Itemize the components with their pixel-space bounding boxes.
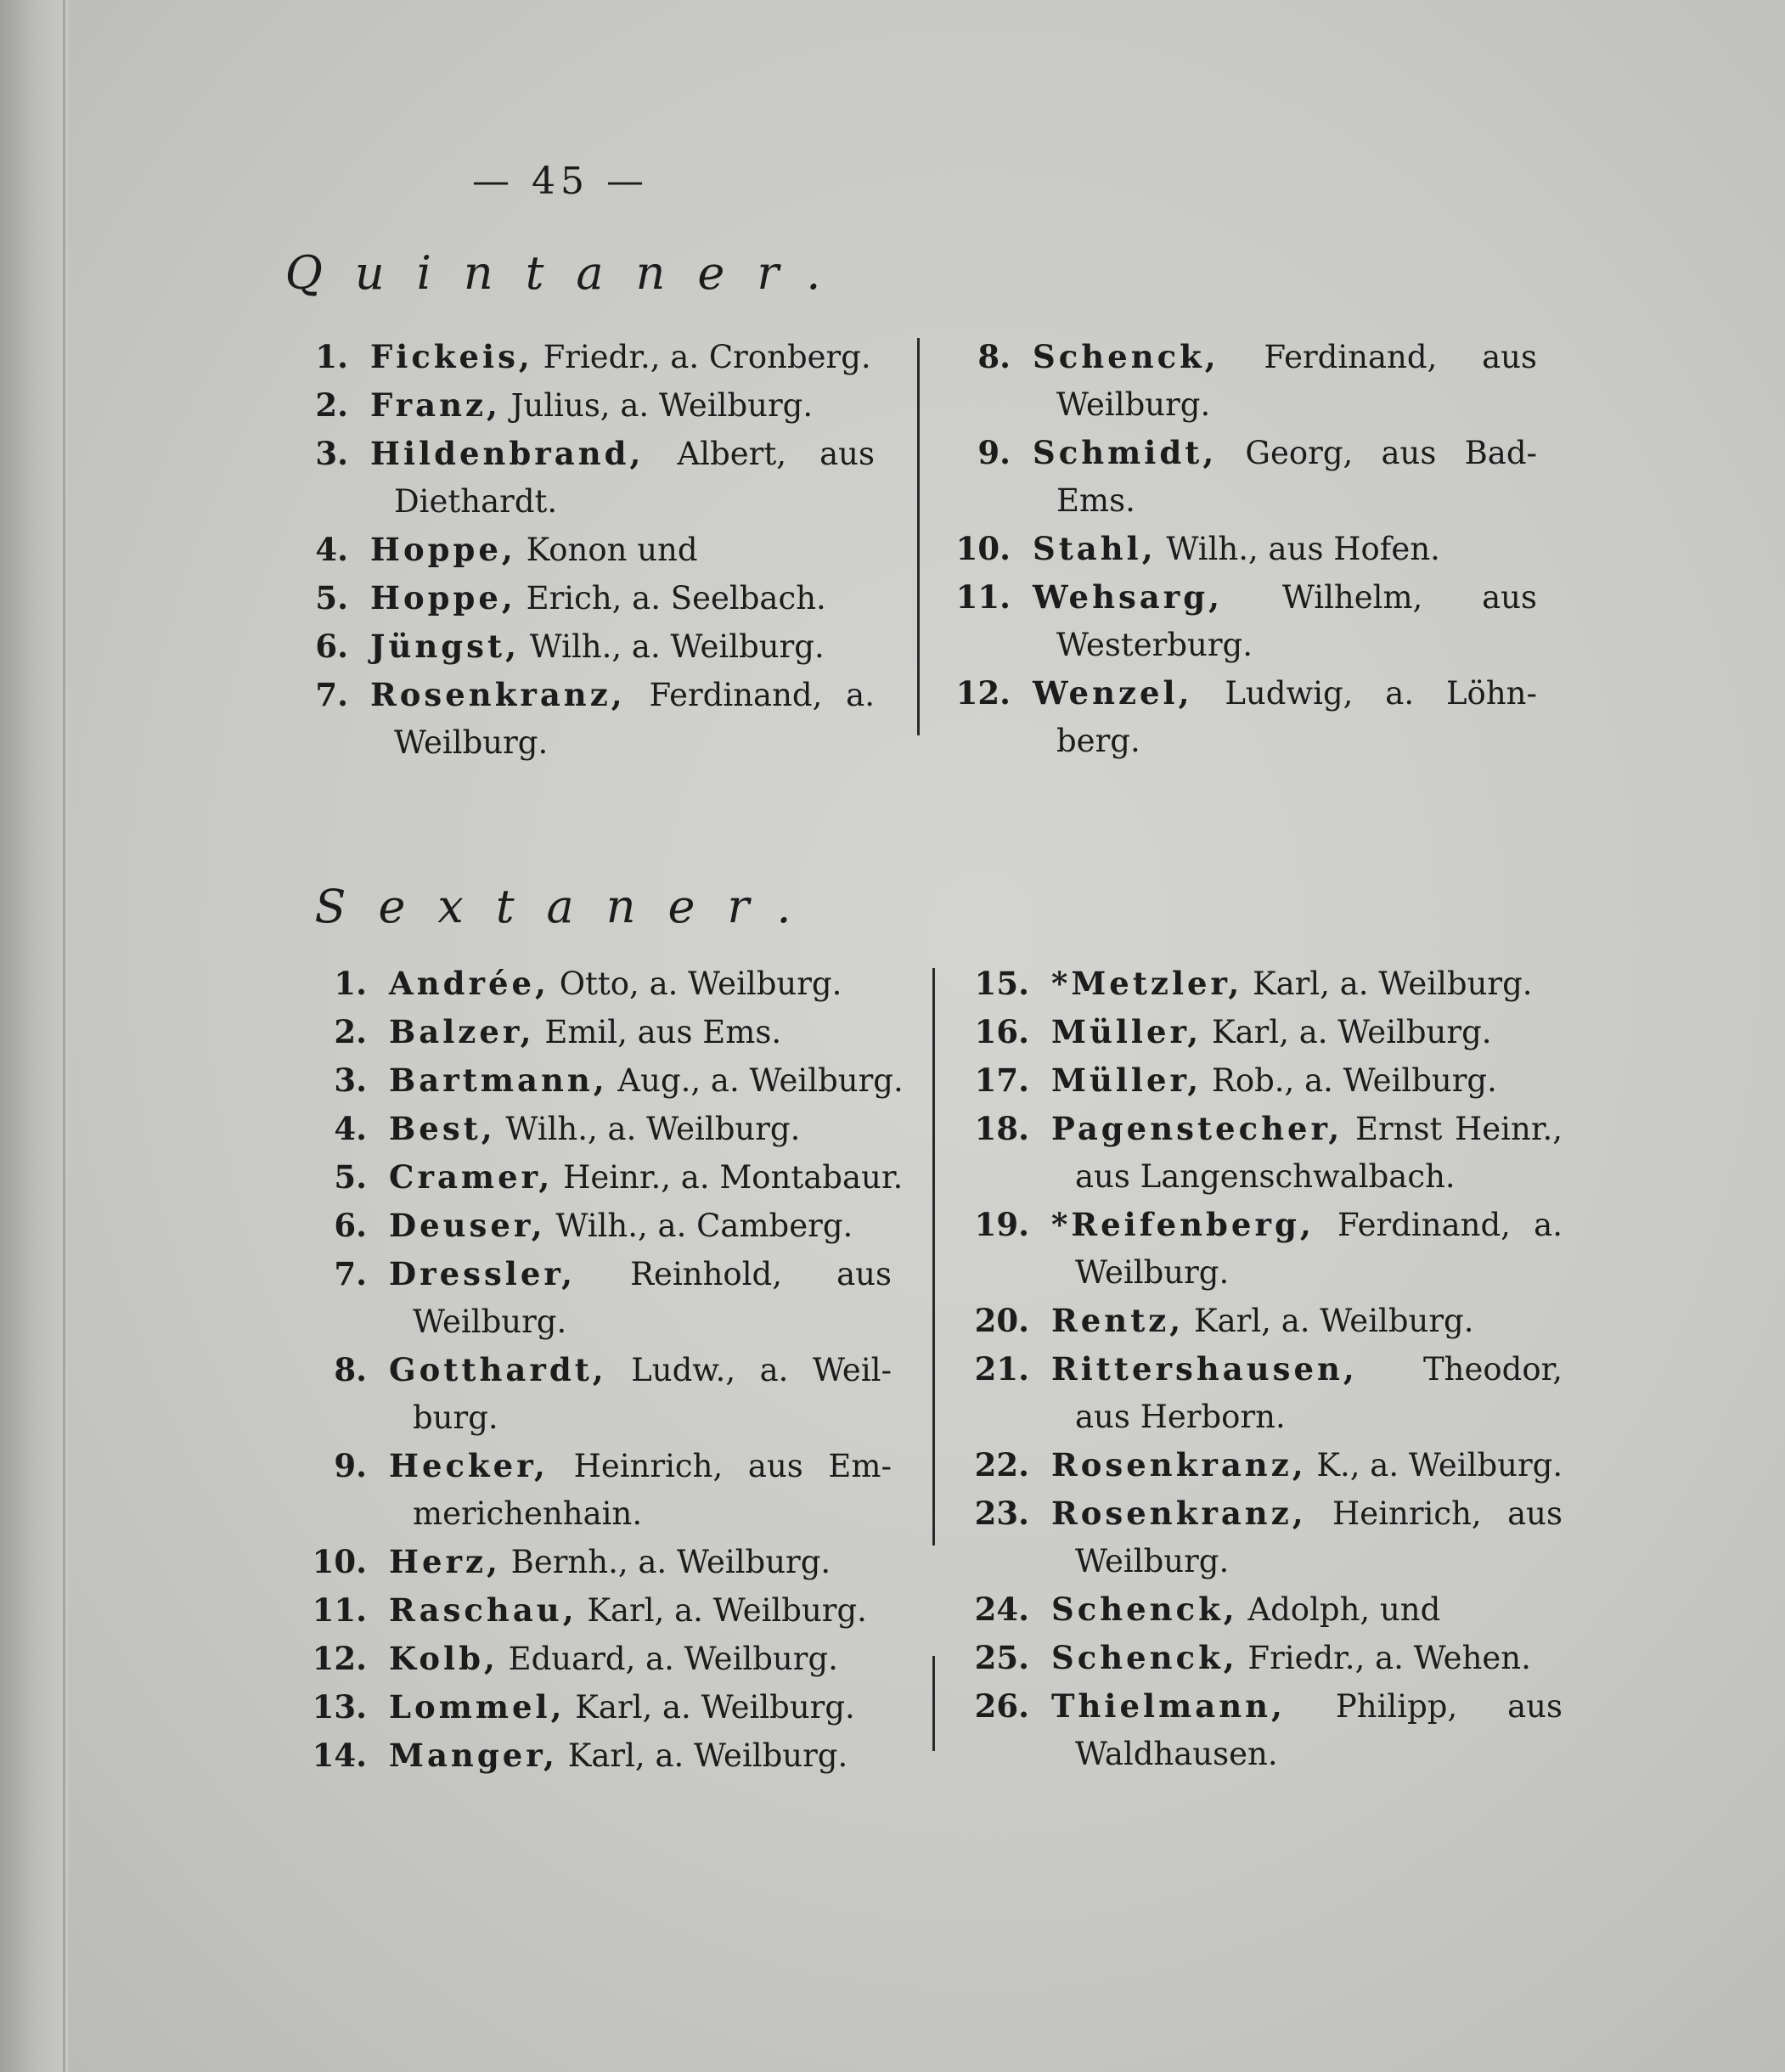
entry-number: 19.: [974, 1206, 1029, 1243]
student-surname: Raschau,: [389, 1591, 577, 1629]
column-divider-sextaner-lower: [932, 1656, 935, 1751]
entry-number: 12.: [312, 1640, 367, 1677]
student-details: Theodor,: [1422, 1351, 1563, 1388]
student-surname: *Reifenberg,: [1051, 1206, 1315, 1243]
student-details: Wilh., aus Hofen.: [1166, 531, 1440, 567]
student-surname: Dressler,: [389, 1255, 577, 1292]
entry-number: 14.: [312, 1737, 367, 1774]
list-item: [943, 333, 1537, 429]
student-details-continued: Weilburg.: [1075, 1543, 1230, 1579]
entry-number: 22.: [974, 1446, 1029, 1484]
sextaner-right-column: [951, 960, 1563, 1778]
student-surname: Wehsarg,: [1033, 578, 1224, 616]
student-details: Karl, a. Weilburg.: [1211, 1014, 1492, 1050]
entry-number: 3.: [315, 435, 348, 472]
entry-number: 26.: [974, 1687, 1029, 1725]
student-surname: Müller,: [1051, 1061, 1202, 1099]
list-item: [306, 1202, 892, 1250]
student-surname: Stahl,: [1033, 530, 1157, 567]
student-surname: Schenck,: [1033, 338, 1219, 375]
student-details: Rob., a. Weilburg.: [1211, 1062, 1497, 1099]
student-surname: Thielmann,: [1051, 1687, 1286, 1725]
student-surname: Schenck,: [1051, 1639, 1238, 1676]
student-details: Karl, a. Weilburg.: [567, 1737, 848, 1774]
student-surname: Manger,: [389, 1737, 558, 1774]
entry-number: 21.: [974, 1350, 1029, 1388]
student-details: Konon und: [526, 532, 698, 568]
student-details: Emil, aus Ems.: [544, 1014, 782, 1050]
student-details-continued: Weilburg.: [394, 724, 549, 761]
student-details: Karl, a. Weilburg.: [1193, 1303, 1474, 1339]
student-surname: Hoppe,: [370, 579, 516, 617]
entry-number: 2.: [334, 1013, 367, 1050]
student-details-continued: Weilburg.: [1056, 386, 1211, 423]
entry-number: 25.: [974, 1639, 1029, 1676]
list-item: [951, 1345, 1563, 1441]
entry-number: 8.: [334, 1351, 367, 1388]
student-details: Friedr., a. Cronberg.: [543, 339, 871, 375]
student-details-continued: Waldhausen.: [1075, 1736, 1278, 1772]
entry-number: 13.: [312, 1688, 367, 1726]
entry-number: 16.: [974, 1013, 1029, 1050]
list-item: [306, 1250, 892, 1346]
page-gutter: [0, 0, 68, 2072]
entry-number: 20.: [974, 1302, 1029, 1339]
student-details: Ludw., a. Weil-: [631, 1352, 892, 1388]
list-item: [306, 1538, 892, 1586]
list-item: [297, 622, 875, 671]
list-item: [297, 430, 875, 526]
entry-number: 7.: [334, 1255, 367, 1292]
student-surname: Franz,: [370, 386, 501, 424]
entry-number: 17.: [974, 1061, 1029, 1099]
student-details: Albert, aus: [677, 436, 876, 472]
heading-sextaner: Sextaner.: [314, 880, 824, 933]
list-item: [306, 1105, 892, 1153]
entry-number: 7.: [315, 676, 348, 713]
student-surname: Best,: [389, 1110, 496, 1147]
list-item: [943, 573, 1537, 669]
list-item: [297, 333, 875, 381]
student-details-continued: aus Herborn.: [1075, 1399, 1286, 1435]
student-details-continued: Westerburg.: [1056, 627, 1253, 663]
student-surname: Herz,: [389, 1543, 501, 1580]
student-details: Karl, a. Weilburg.: [1253, 966, 1533, 1002]
student-details: Ludwig, a. Löhn-: [1225, 675, 1537, 712]
list-item: [306, 1346, 892, 1442]
list-item: [306, 1442, 892, 1538]
list-item: [306, 1008, 892, 1056]
list-item: [306, 1586, 892, 1635]
student-surname: Cramer,: [389, 1158, 554, 1196]
entry-number: 11.: [312, 1591, 367, 1629]
list-item: [951, 1489, 1563, 1585]
student-details: Ernst Heinr.,: [1354, 1111, 1563, 1147]
student-details-continued: Diethardt.: [394, 483, 558, 520]
student-surname: Schmidt,: [1033, 434, 1218, 471]
column-divider-sextaner: [932, 968, 935, 1546]
list-item: [297, 574, 875, 622]
student-surname: Fickeis,: [370, 338, 533, 375]
list-item: [951, 1634, 1563, 1682]
student-details-continued: Weilburg.: [413, 1303, 567, 1340]
entry-number: 18.: [974, 1110, 1029, 1147]
entry-number: 10.: [312, 1543, 367, 1580]
student-details-continued: aus Langenschwalbach.: [1075, 1158, 1456, 1195]
student-surname: Andrée,: [389, 965, 549, 1002]
student-surname: Jüngst,: [370, 628, 520, 665]
student-details: Reinhold, aus: [630, 1256, 892, 1292]
student-surname: Hoppe,: [370, 531, 516, 568]
gutter-edge: [63, 0, 65, 2072]
list-item: [951, 1008, 1563, 1056]
student-surname: Lommel,: [389, 1688, 566, 1726]
student-details: Ferdinand, a.: [649, 677, 875, 713]
list-item: [951, 1441, 1563, 1489]
student-details: Heinr., a. Montabaur.: [563, 1159, 904, 1196]
student-details: Bernh., a. Weilburg.: [510, 1544, 831, 1580]
entry-number: 4.: [315, 531, 348, 568]
list-item: [943, 669, 1537, 765]
student-details: Adolph, und: [1247, 1591, 1441, 1628]
entry-number: 3.: [334, 1061, 367, 1099]
student-details: Erich, a. Seelbach.: [526, 580, 826, 617]
quintaner-left-column: [297, 333, 875, 767]
list-item: [951, 1297, 1563, 1345]
student-details-continued: berg.: [1056, 723, 1140, 759]
student-surname: *Metzler,: [1051, 965, 1243, 1002]
list-item: [297, 526, 875, 574]
entry-number: 9.: [977, 434, 1011, 471]
list-item: [297, 381, 875, 430]
student-surname: Balzer,: [389, 1013, 535, 1050]
entry-number: 10.: [955, 530, 1011, 567]
entry-number: 12.: [955, 674, 1011, 712]
list-item: [951, 1201, 1563, 1297]
entry-number: 6.: [315, 628, 348, 665]
student-details: Karl, a. Weilburg.: [575, 1689, 855, 1726]
list-item: [306, 1731, 892, 1780]
page-number: — 45 —: [472, 160, 649, 203]
student-details: Georg, aus Bad-: [1245, 435, 1538, 471]
student-details: Wilh., a. Weilburg.: [529, 628, 825, 665]
student-surname: Rosenkranz,: [1051, 1495, 1307, 1532]
student-details: Ferdinand, aus: [1264, 339, 1537, 375]
quintaner-right-column: [943, 333, 1537, 765]
entry-number: 4.: [334, 1110, 367, 1147]
entry-number: 2.: [315, 386, 348, 424]
student-details: Wilh., a. Weilburg.: [505, 1111, 801, 1147]
student-details: Julius, a. Weilburg.: [510, 387, 814, 424]
student-surname: Bartmann,: [389, 1061, 608, 1099]
entry-number: 9.: [334, 1447, 367, 1484]
column-divider-quintaner: [917, 338, 920, 735]
student-surname: Hildenbrand,: [370, 435, 645, 472]
list-item: [306, 960, 892, 1008]
entry-number: 23.: [974, 1495, 1029, 1532]
entry-number: 8.: [977, 338, 1011, 375]
student-details: Wilh., a. Camberg.: [555, 1208, 853, 1244]
student-details-continued: burg.: [413, 1399, 498, 1436]
sextaner-left-column: [306, 960, 904, 1780]
student-details: Aug., a. Weilburg.: [617, 1062, 904, 1099]
entry-number: 1.: [315, 338, 348, 375]
student-details: Heinrich, aus: [1332, 1495, 1563, 1532]
student-surname: Schenck,: [1051, 1591, 1238, 1628]
student-details: Wilhelm, aus: [1281, 579, 1538, 616]
student-details: K., a. Weilburg.: [1316, 1447, 1563, 1484]
entry-number: 15.: [974, 965, 1029, 1002]
student-surname: Kolb,: [389, 1640, 498, 1677]
student-details: Eduard, a. Weilburg.: [508, 1641, 838, 1677]
list-item: [951, 1105, 1563, 1201]
student-details: Heinrich, aus Em-: [573, 1448, 892, 1484]
student-surname: Rosenkranz,: [370, 676, 626, 713]
list-item: [951, 1056, 1563, 1105]
list-item: [306, 1056, 904, 1105]
entry-number: 11.: [955, 578, 1011, 616]
list-item: [943, 429, 1537, 525]
student-details-continued: Ems.: [1056, 482, 1135, 519]
heading-quintaner: Quintaner.: [284, 246, 853, 300]
student-surname: Gotthardt,: [389, 1351, 607, 1388]
student-details-continued: Weilburg.: [1075, 1254, 1230, 1291]
entry-number: 1.: [334, 965, 367, 1002]
student-surname: Hecker,: [389, 1447, 549, 1484]
student-surname: Müller,: [1051, 1013, 1202, 1050]
list-item: [943, 525, 1537, 573]
student-details: Karl, a. Weilburg.: [587, 1592, 867, 1629]
entry-number: 24.: [974, 1591, 1029, 1628]
entry-number: 5.: [334, 1158, 367, 1196]
entry-number: 6.: [334, 1207, 367, 1244]
student-surname: Deuser,: [389, 1207, 546, 1244]
student-details: Otto, a. Weilburg.: [559, 966, 842, 1002]
list-item: [306, 1635, 892, 1683]
student-surname: Rentz,: [1051, 1302, 1185, 1339]
student-surname: Rosenkranz,: [1051, 1446, 1307, 1484]
student-details: Ferdinand, a.: [1337, 1207, 1563, 1243]
list-item: [306, 1683, 892, 1731]
list-item: [306, 1153, 904, 1202]
student-surname: Pagenstecher,: [1051, 1110, 1343, 1147]
student-details: Philipp, aus: [1335, 1688, 1563, 1725]
list-item: [951, 1682, 1563, 1778]
list-item: [951, 960, 1563, 1008]
entry-number: 5.: [315, 579, 348, 617]
list-item: [951, 1585, 1563, 1634]
student-surname: Rittershausen,: [1051, 1350, 1358, 1388]
list-item: [297, 671, 875, 767]
student-surname: Wenzel,: [1033, 674, 1193, 712]
student-details-continued: merichenhain.: [413, 1495, 643, 1532]
student-details: Friedr., a. Wehen.: [1247, 1640, 1531, 1676]
